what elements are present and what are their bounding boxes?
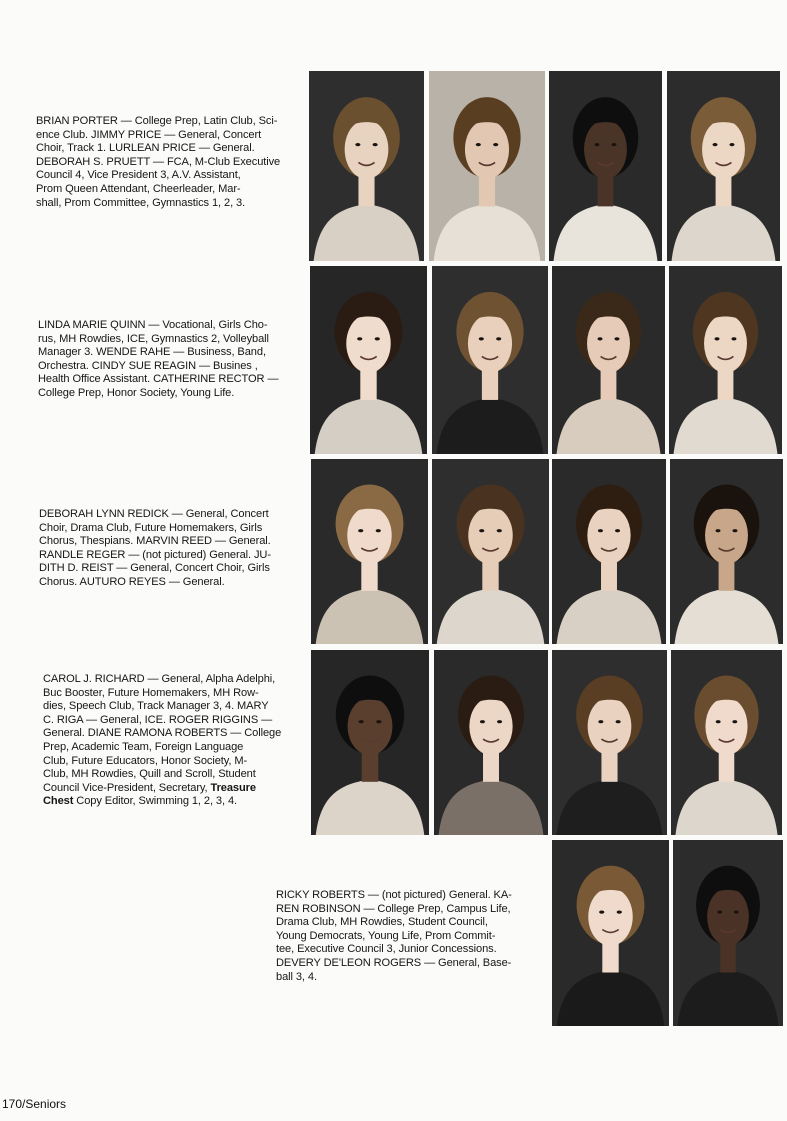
caption-block-quinn-rector: [38, 319, 294, 401]
portrait-eye: [355, 143, 360, 146]
caption-block-richard-roberts: [43, 673, 296, 809]
portrait-face: [705, 506, 748, 564]
portrait-figure: [552, 650, 667, 835]
caption-line: CAROL J. RICHARD — General, Alpha Adelphi,: [43, 673, 276, 685]
portrait-face: [346, 314, 390, 373]
portrait-eye: [479, 337, 484, 340]
portrait-eye: [617, 910, 622, 913]
portrait-eye: [716, 720, 721, 723]
caption-line: Prom Queen Attendant, Cheerleader, Mar-: [36, 182, 241, 195]
portrait-eye: [734, 910, 739, 913]
senior-portrait: [434, 650, 548, 835]
portrait-face: [587, 314, 630, 373]
portrait-eye: [375, 337, 380, 340]
portrait-eye: [479, 529, 484, 532]
portrait-eye: [359, 720, 364, 723]
portrait-figure: [667, 71, 780, 261]
caption-line: Health Office Assistant. CATHERINE RECTOR —: [38, 373, 279, 386]
senior-portrait: [311, 650, 429, 835]
portrait-face: [588, 697, 632, 755]
portrait-eye: [713, 143, 718, 146]
caption-line: Choir, Drama Club, Future Homemakers, Girls: [39, 521, 263, 534]
caption-line: BRIAN PORTER — College Prep, Latin Club, Sci-: [36, 115, 278, 127]
portrait-figure: [670, 459, 783, 644]
caption-block-redick-reyes: [39, 508, 294, 590]
senior-portrait: [552, 266, 665, 454]
portrait-neck: [479, 176, 495, 207]
senior-portrait: [669, 266, 782, 454]
caption-line: General. DIANE RAMONA ROBERTS — College: [43, 727, 282, 740]
senior-portrait: [310, 266, 427, 454]
portrait-eye: [373, 143, 378, 146]
portrait-eye: [732, 529, 737, 532]
portrait-neck: [601, 561, 617, 591]
caption-text: Copy Editor, Swimming 1, 2, 3, 4.: [73, 795, 238, 808]
portrait-eye: [616, 720, 621, 723]
publication-name: Treasure: [210, 781, 256, 794]
caption-line: College Prep, Honor Society, Young Life.: [38, 386, 235, 399]
caption-line: [43, 782, 296, 796]
portrait-face: [468, 314, 512, 373]
caption-line: DEBORAH S. PRUETT — FCA, M-Club Executive: [36, 155, 281, 168]
portrait-eye: [480, 720, 485, 723]
portrait-eye: [376, 720, 381, 723]
portrait-neck: [482, 561, 498, 591]
portrait-neck: [360, 369, 376, 400]
caption-line: Orchestra. CINDY SUE REAGIN — Busines ,: [38, 359, 258, 372]
portrait-neck: [601, 752, 617, 782]
portrait-neck: [602, 942, 618, 972]
caption-text: Council Vice-President, Secretary,: [43, 781, 211, 794]
portrait-figure: [671, 650, 782, 835]
caption-line: Young Democrats, Young Life, Prom Commit-: [276, 929, 496, 942]
portrait-figure: [432, 266, 548, 454]
caption-line: DITH D. REIST — General, Concert Choir, Girls: [39, 562, 270, 575]
portrait-eye: [729, 143, 734, 146]
caption-line: Club, MH Rowdies, Quill and Scroll, Student: [43, 768, 256, 781]
portrait-face: [468, 506, 512, 564]
portrait-face: [705, 697, 747, 755]
senior-portrait: [552, 840, 669, 1026]
senior-portrait: [432, 459, 549, 644]
portrait-face: [348, 697, 393, 755]
portrait-neck: [719, 561, 735, 591]
portrait-figure: [669, 266, 782, 454]
senior-portrait: [670, 459, 783, 644]
portrait-eye: [732, 720, 737, 723]
senior-portrait: [671, 650, 782, 835]
portrait-eye: [615, 529, 620, 532]
portrait-eye: [598, 337, 603, 340]
senior-portrait: [552, 650, 667, 835]
caption-line: Buc Booster, Future Homemakers, MH Row-: [43, 686, 259, 699]
portrait-eye: [497, 529, 502, 532]
portrait-face: [587, 506, 630, 564]
portrait-eye: [598, 529, 603, 532]
portrait-neck: [483, 752, 499, 782]
portrait-face: [707, 888, 749, 946]
senior-portrait: [309, 71, 424, 261]
portrait-eye: [595, 143, 600, 146]
portrait-eye: [376, 529, 381, 532]
caption-line: dies, Speech Club, Track Manager 3, 4. MARY: [43, 700, 269, 713]
caption-line: rus, MH Rowdies, ICE, Gymnastics 2, Volleyball: [38, 332, 269, 345]
portrait-face: [469, 697, 512, 755]
page-folio: 170/Seniors: [2, 1097, 67, 1111]
portrait-figure: [673, 840, 783, 1026]
portrait-eye: [717, 910, 722, 913]
caption-line: LINDA MARIE QUINN — Vocational, Girls Cho-: [38, 319, 268, 331]
portrait-face: [588, 888, 632, 946]
caption-line: RANDLE REGER — (not pictured) General. JU-: [39, 548, 271, 561]
portrait-face: [345, 120, 389, 179]
portrait-figure: [309, 71, 424, 261]
caption-line: Council 4, Vice President 3, A.V. Assistant,: [36, 169, 241, 182]
portrait-eye: [715, 337, 720, 340]
caption-line: tee, Executive Council 3, Junior Concessions.: [276, 943, 497, 956]
senior-portrait: [549, 71, 662, 261]
portrait-figure: [434, 650, 548, 835]
portrait-eye: [731, 337, 736, 340]
caption-line: shall, Prom Committee, Gymnastics 1, 2, 3.: [36, 196, 246, 209]
caption-line: Manager 3. WENDE RAHE — Business, Band,: [38, 346, 266, 359]
portrait-figure: [429, 71, 545, 261]
caption-line: Prep, Academic Team, Foreign Language: [43, 740, 244, 753]
caption-line: DEVERY DE'LEON ROGERS — General, Base-: [276, 956, 512, 969]
portrait-face: [347, 506, 391, 564]
caption-line: Chorus. AUTURO REYES — General.: [39, 575, 225, 588]
portrait-face: [584, 120, 627, 179]
portrait-eye: [476, 143, 481, 146]
portrait-eye: [497, 720, 502, 723]
portrait-figure: [552, 840, 669, 1026]
portrait-neck: [358, 176, 374, 207]
senior-portrait: [429, 71, 545, 261]
caption-line: C. RIGA — General, ICE. ROGER RIGGINS —: [43, 713, 273, 726]
portrait-neck: [716, 176, 732, 207]
portrait-eye: [357, 337, 362, 340]
portrait-eye: [716, 529, 721, 532]
portrait-eye: [493, 143, 498, 146]
portrait-figure: [432, 459, 549, 644]
portrait-neck: [361, 561, 377, 591]
portrait-neck: [719, 752, 735, 782]
portrait-figure: [552, 459, 666, 644]
caption-line: DEBORAH LYNN REDICK — General, Concert: [39, 508, 269, 520]
caption-line: Chorus, Thespians. MARVIN REED — General.: [39, 535, 271, 548]
portrait-figure: [310, 266, 427, 454]
caption-line: Choir, Track 1. LURLEAN PRICE — General.: [36, 142, 255, 155]
senior-portrait: [311, 459, 428, 644]
portrait-figure: [552, 266, 665, 454]
caption-block-roberts-rogers: [276, 889, 533, 984]
caption-line: ball 3, 4.: [276, 970, 317, 983]
portrait-figure: [311, 459, 428, 644]
senior-portrait: [673, 840, 783, 1026]
portrait-neck: [601, 369, 617, 400]
portrait-face: [465, 120, 509, 179]
caption-line: Club, Future Educators, Honor Society, M-: [43, 754, 248, 767]
caption-block-porter-pruett: [36, 115, 291, 210]
senior-portrait: [432, 266, 548, 454]
portrait-eye: [599, 910, 604, 913]
portrait-neck: [718, 369, 734, 400]
portrait-neck: [598, 176, 614, 207]
portrait-eye: [611, 143, 616, 146]
portrait-face: [702, 120, 745, 179]
caption-line: REN ROBINSON — College Prep, Campus Life,: [276, 902, 511, 915]
portrait-eye: [496, 337, 501, 340]
senior-portrait: [552, 459, 666, 644]
caption-line: ence Club. JIMMY PRICE — General, Concert: [36, 128, 262, 141]
caption-line: RICKY ROBERTS — (not pictured) General. KA-: [276, 889, 512, 901]
portrait-neck: [482, 369, 498, 400]
portrait-eye: [614, 337, 619, 340]
portrait-figure: [311, 650, 429, 835]
caption-line: Drama Club, MH Rowdies, Student Council,: [276, 916, 488, 929]
publication-name: Chest: [43, 795, 74, 808]
portrait-neck: [720, 942, 735, 972]
caption-line: [43, 795, 296, 809]
portrait-face: [704, 314, 747, 373]
portrait-figure: [549, 71, 662, 261]
portrait-neck: [362, 752, 379, 782]
portrait-eye: [598, 720, 603, 723]
portrait-eye: [358, 529, 363, 532]
senior-portrait: [667, 71, 780, 261]
